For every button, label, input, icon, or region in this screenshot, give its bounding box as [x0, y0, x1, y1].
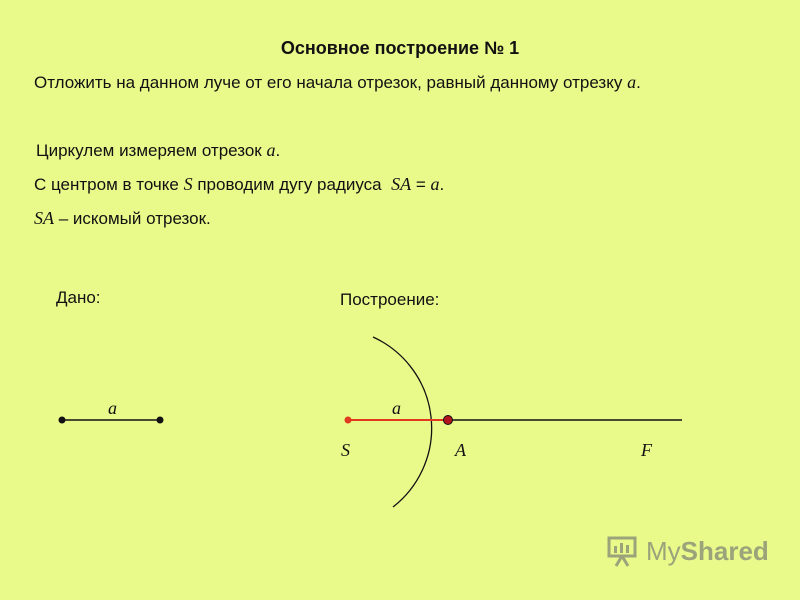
construction-segment-label: a — [392, 398, 401, 418]
step-3-text: – искомый отрезок. — [58, 209, 211, 228]
point-s-dot — [345, 417, 352, 424]
presentation-board-icon — [606, 534, 640, 568]
given-heading: Дано: — [56, 288, 101, 307]
watermark-text-shared: Shared — [680, 535, 769, 566]
step-2-eq: = — [415, 175, 426, 194]
given-endpoint-left — [59, 417, 66, 424]
step-1-end: . — [275, 141, 281, 160]
slide-title: Основное построение № 1 — [280, 38, 520, 58]
task-text: Отложить на данном луче от его начала отрезок, равный данному отрезку — [34, 73, 623, 92]
step-2-var: a — [430, 174, 440, 194]
step-1-var: a — [266, 140, 276, 160]
step-2-text-mid: проводим дугу радиуса — [197, 175, 382, 194]
watermark-text — [646, 536, 769, 567]
task-end: . — [636, 73, 641, 92]
construction-heading: Построение: — [340, 290, 440, 309]
label-point-a: A — [455, 440, 466, 460]
point-a-dot — [444, 416, 453, 425]
step-2-end: . — [439, 175, 445, 194]
step-3-expr: SA — [34, 208, 54, 228]
given-endpoint-right — [157, 417, 164, 424]
step-1-text: Циркулем измеряем отрезок — [36, 141, 262, 160]
task-var: a — [627, 72, 637, 92]
label-point-s: S — [341, 440, 350, 460]
step-2-point: S — [183, 174, 193, 194]
label-point-f: F — [641, 440, 652, 460]
step-2-text-pre: С центром в точке — [34, 175, 179, 194]
compass-arc — [373, 337, 432, 507]
given-segment-label: a — [108, 398, 117, 418]
step-2-expr: SA — [391, 174, 412, 194]
watermark-text-my: My — [646, 535, 681, 566]
watermark-logo — [606, 534, 769, 568]
